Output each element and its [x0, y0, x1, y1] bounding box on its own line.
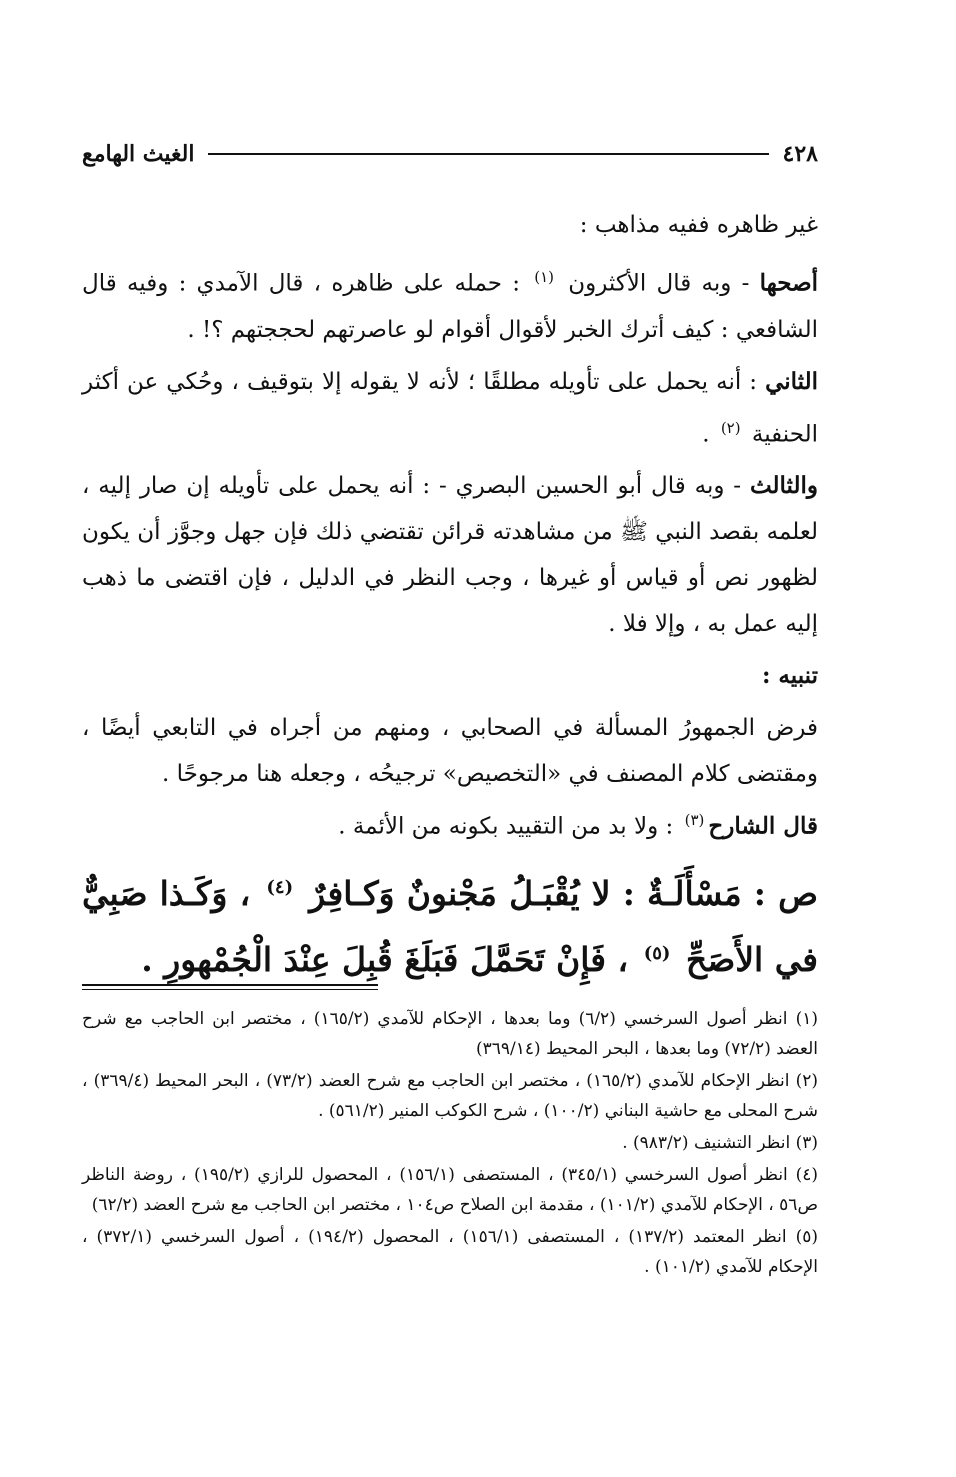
- paragraph-commentator: [82, 797, 818, 850]
- footnote-2: (٢) انظر الإحكام للآمدي (١٦٥/٢) ، مختصر ابن الحاجب مع شرح العضد (٧٣/٢) ، البحر المحيط (٣٦٩/٤) ، شرح المحلى مع حاشية البناني (١٠٠/٢) ، شرح الكوكب المنير (٥٦١/٢) .: [82, 1071, 818, 1121]
- paragraph-text: : أنه يحمل على تأويله مطلقًا ؛ لأنه لا يقوله إلا بتوقيف ، وحُكي عن أكثر الحنفية: [82, 368, 818, 448]
- header-rule: [208, 153, 768, 155]
- footnote-1: (١) انظر أصول السرخسي (٦/٢) وما بعدها ، الإحكام للآمدي (١٦٥/٢) ، مختصر ابن الحاجب مع شرح العضد (٧٢/٢) وما بعدها ، البحر المحيط (٣٦٩/١٤): [82, 1009, 818, 1059]
- footnote-ref-1[interactable]: (١): [534, 268, 554, 286]
- paragraph-text: : حمله على ظاهره ، قال الآمدي : وفيه قال الشافعي : كيف أترك الخبر لأقوال أقوام لو عاصرتهم لحججتهم ؟! .: [82, 270, 818, 343]
- footnote-ref-2[interactable]: (٢): [720, 418, 741, 437]
- paragraph-text: - وبه قال الأكثرون: [557, 270, 760, 297]
- paragraph-first-opinion: [82, 254, 818, 353]
- main-text: [82, 202, 818, 990]
- keyword-commentator: قال الشارح: [708, 812, 818, 840]
- paragraph-second-opinion: [82, 359, 818, 458]
- footnote-separator: [82, 984, 378, 990]
- paragraph-third-opinion: [82, 463, 818, 647]
- page-number: ٤٢٨: [782, 141, 818, 167]
- matn-part: ص : مَسْأَلَـةٌ : لا يُقْبَـلُ مَجْنونٌ وَكـافِرٌ: [297, 873, 818, 913]
- running-header: [82, 132, 818, 176]
- heading-note: تنبيه :: [761, 662, 818, 690]
- matn-part: ، فَإِنْ تَحَمَّلَ فَبَلَغَ قُبِلَ عِنْدَ الْجُمْهورِ .: [141, 939, 640, 979]
- paragraph-text: : ولا بد من التقييد بكونه من الأئمة .: [338, 813, 681, 840]
- footnote-3: (٣) انظر التشنيف (٩٨٣/٢) .: [622, 1133, 818, 1153]
- footnotes: [82, 1004, 818, 1284]
- footnote-ref-3[interactable]: (٣): [684, 811, 705, 830]
- paragraph-text: - وبه قال أبو الحسين البصري - : أنه يحمل على تأويله إن صار إليه ، لعلمه بقصد النبي ﷺ من مشاهدته قرائن تقتضي ذلك فإن جهل وجوَّز أن يكون لظهور نص أو قياس أو غيرها ، وجب النظر في الدليل ، فإن اقتضى ما ذهب إليه عمل به ، وإلا فلا .: [82, 473, 818, 638]
- paragraph-intro: غير ظاهره ففيه مذاهب :: [579, 212, 818, 238]
- paragraph-text: .: [702, 421, 717, 448]
- keyword-second: الثاني: [765, 367, 818, 395]
- keyword-ashaha: أصحها: [759, 269, 818, 297]
- footnote-ref-4[interactable]: (٤): [266, 876, 294, 898]
- footnote-5: (٥) انظر المعتمد (١٣٧/٢) ، المستصفى (١٥٦/١) ، المحصول (١٩٤/٢) ، أصول السرخسي (٣٧٢/١) ، الإحكام للآمدي (١٠١/٢) .: [82, 1227, 818, 1277]
- matn-text: [82, 858, 818, 990]
- footnote-4: (٤) انظر أصول السرخسي (٣٤٥/١) ، المستصفى (١٥٦/١) ، المحصول للرازي (١٩٥/٢) ، روضة الناظر ص٥٦ ، الإحكام للآمدي (١٠١/٢) ، مقدمة ابن الصلاح ص١٠٤ ، مختصر ابن الحاجب مع شرح العضد (٦٢/٢): [82, 1165, 819, 1215]
- book-title: الغيث الهامع: [82, 141, 195, 167]
- footnote-ref-5[interactable]: (٥): [643, 942, 671, 964]
- matn-part: ، وَكَـذا صَبِيٌّ في الأَصَحِّ: [82, 873, 818, 979]
- paragraph-note: فرض الجمهورُ المسألة في الصحابي ، ومنهم من أجراه في التابعي أيضًا ، ومقتضى كلام المصنف في «التخصيص» ترجيحُه ، وجعله هنا مرجوحًا .: [82, 715, 818, 788]
- keyword-third: والثالث: [749, 472, 818, 500]
- book-page: [82, 132, 818, 1432]
